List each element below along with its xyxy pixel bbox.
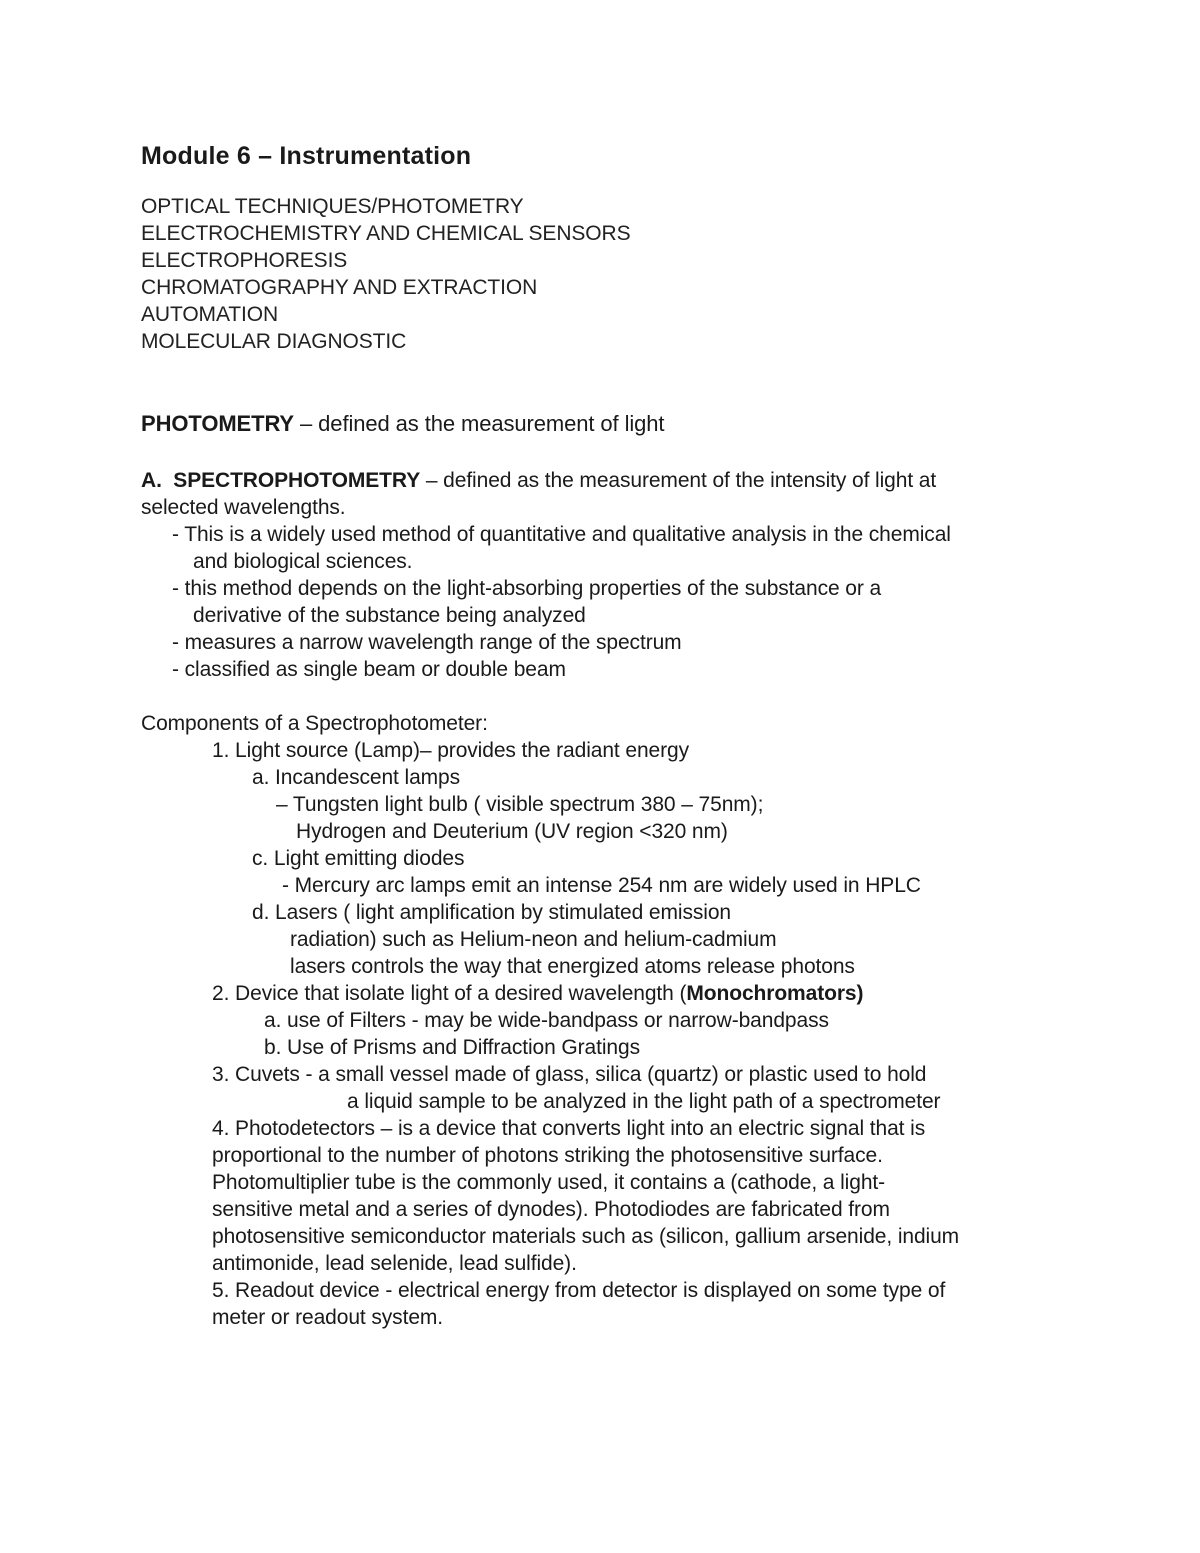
component-line: sensitive metal and a series of dynodes). Photodiodes are fabricated from <box>212 1198 890 1221</box>
component-item-2-text: 2. Device that isolate light of a desired wavelength ( <box>212 982 687 1005</box>
component-line: radiation) such as Helium-neon and helium-cadmium <box>290 928 777 951</box>
bullet-line: - This is a widely used method of quantitative and qualitative analysis in the chemical <box>172 523 951 546</box>
component-line: a. Incandescent lamps <box>252 766 461 789</box>
photometry-definition <box>141 410 664 437</box>
topic-item: ELECTROCHEMISTRY AND CHEMICAL SENSORS <box>141 222 631 245</box>
component-item-2 <box>212 980 863 1007</box>
photometry-definition-text: – defined as the measurement of light <box>294 411 665 436</box>
component-line: b. Use of Prisms and Diffraction Gratings <box>264 1036 640 1059</box>
bullet-line: - this method depends on the light-absorbing properties of the substance or a <box>172 577 882 600</box>
component-line: photosensitive semiconductor materials such as (silicon, gallium arsenide, indium <box>212 1225 960 1248</box>
topic-item: AUTOMATION <box>141 303 279 326</box>
section-letter: A. <box>141 469 174 492</box>
page-title: Module 6 – Instrumentation <box>141 142 472 170</box>
component-line: - Mercury arc lamps emit an intense 254 nm are widely used in HPLC <box>282 874 921 897</box>
component-line: proportional to the number of photons striking the photosensitive surface. <box>212 1144 883 1167</box>
spectrophotometry-definition <box>141 467 936 494</box>
component-line: d. Lasers ( light amplification by stimulated emission <box>252 901 731 924</box>
component-line: Hydrogen and Deuterium (UV region <320 nm) <box>296 820 728 843</box>
component-line: c. Light emitting diodes <box>252 847 465 870</box>
topic-item: MOLECULAR DIAGNOSTIC <box>141 330 407 353</box>
monochromators-term: Monochromators) <box>686 982 864 1005</box>
components-heading: Components of a Spectrophotometer: <box>141 712 488 735</box>
component-line: a. use of Filters - may be wide-bandpass or narrow-bandpass <box>264 1009 829 1032</box>
component-line: meter or readout system. <box>212 1306 444 1329</box>
spectrophotometry-definition-text: – defined as the measurement of the intensity of light at <box>420 469 937 492</box>
bullet-line: - classified as single beam or double beam <box>172 658 566 681</box>
component-line: – Tungsten light bulb ( visible spectrum 380 – 75nm); <box>276 793 764 816</box>
spectrophotometry-definition-cont: selected wavelengths. <box>141 496 346 519</box>
component-line: lasers controls the way that energized atoms release photons <box>290 955 855 978</box>
bullet-line: derivative of the substance being analyzed <box>193 604 586 627</box>
component-line: 3. Cuvets - a small vessel made of glass, silica (quartz) or plastic used to hold <box>212 1063 927 1086</box>
spectrophotometry-term: SPECTROPHOTOMETRY <box>173 469 421 492</box>
component-line: a liquid sample to be analyzed in the light path of a spectrometer <box>347 1090 941 1113</box>
photometry-term: PHOTOMETRY <box>141 411 295 436</box>
component-line: Photomultiplier tube is the commonly used, it contains a (cathode, a light- <box>212 1171 886 1194</box>
component-line: 5. Readout device - electrical energy from detector is displayed on some type of <box>212 1279 946 1302</box>
bullet-line: - measures a narrow wavelength range of the spectrum <box>172 631 682 654</box>
topic-item: OPTICAL TECHNIQUES/PHOTOMETRY <box>141 195 524 218</box>
component-line: 1. Light source (Lamp)– provides the radiant energy <box>212 739 690 762</box>
component-line: antimonide, lead selenide, lead sulfide). <box>212 1252 577 1275</box>
topic-item: CHROMATOGRAPHY AND EXTRACTION <box>141 276 538 299</box>
bullet-line: and biological sciences. <box>193 550 413 573</box>
topic-item: ELECTROPHORESIS <box>141 249 348 272</box>
component-line: 4. Photodetectors – is a device that converts light into an electric signal that is <box>212 1117 926 1140</box>
